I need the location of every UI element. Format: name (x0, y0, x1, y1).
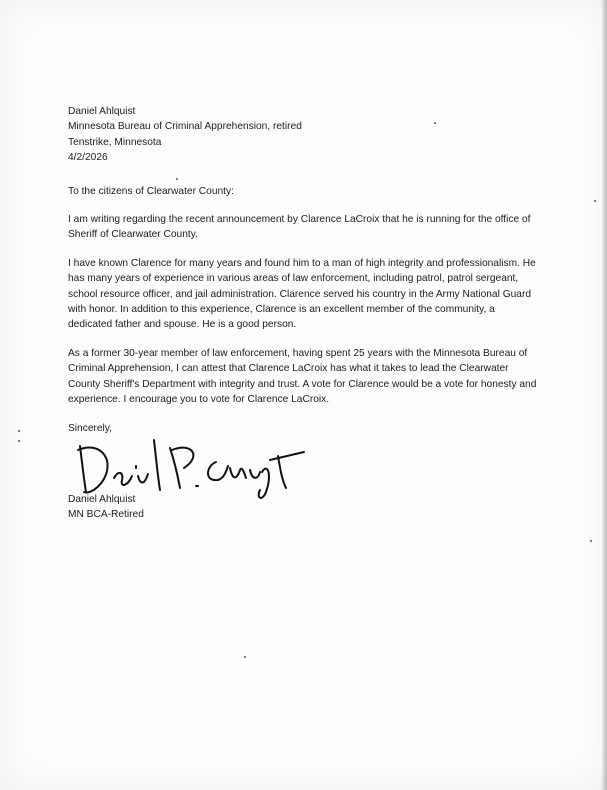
scan-speck (18, 440, 20, 442)
signer-name: Daniel Ahlquist (68, 494, 136, 505)
sender-name: Daniel Ahlquist (68, 106, 136, 117)
salutation: To the citizens of Clearwater County: (68, 185, 234, 197)
scan-speck (434, 122, 436, 124)
paragraph-1: I am writing regarding the recent announcement by Clarence LaCroix that he is running for the office of Sheriff of Clearwater County. (68, 214, 531, 241)
page-edge-shadow (601, 0, 607, 790)
letter-date: 4/2/2026 (68, 152, 108, 164)
scan-speck (594, 200, 596, 202)
signer-title: MN BCA-Retired (68, 509, 144, 521)
letter-body (68, 104, 538, 436)
sender-location: Tenstrike, Minnesota (68, 136, 162, 148)
scan-speck (176, 178, 178, 180)
scan-speck (244, 656, 246, 658)
signer-block (68, 492, 144, 523)
sender-block (68, 104, 538, 166)
sender-title: Minnesota Bureau of Criminal Apprehension, retired (68, 121, 302, 133)
closing: Sincerely, (68, 422, 112, 434)
scan-speck (18, 430, 20, 432)
paragraph-3: As a former 30-year member of law enforcement, having spent 25 years with the Minnesota Bureau of Criminal Apprehension, I can attest that Clarence LaCroix has what it takes to lead the Clearwater County Sheriff's Department with integrity and trust. A vote for Clarence would be a vote for honesty and experience. I encourage you to vote for Clarence LaCroix. (68, 347, 537, 406)
scan-speck (590, 540, 592, 542)
paragraph-2: I have known Clarence for many years and found him to a man of high integrity and professionalism. He has many years of experience in various areas of law enforcement, including patrol, patrol sergeant, school resource officer, and jail administration. Clarence served his country in the Army National Guard with honor. In addition to this experience, Clarence is an excellent member of the community, a dedicated father and spouse. He is a good person. (68, 257, 536, 331)
